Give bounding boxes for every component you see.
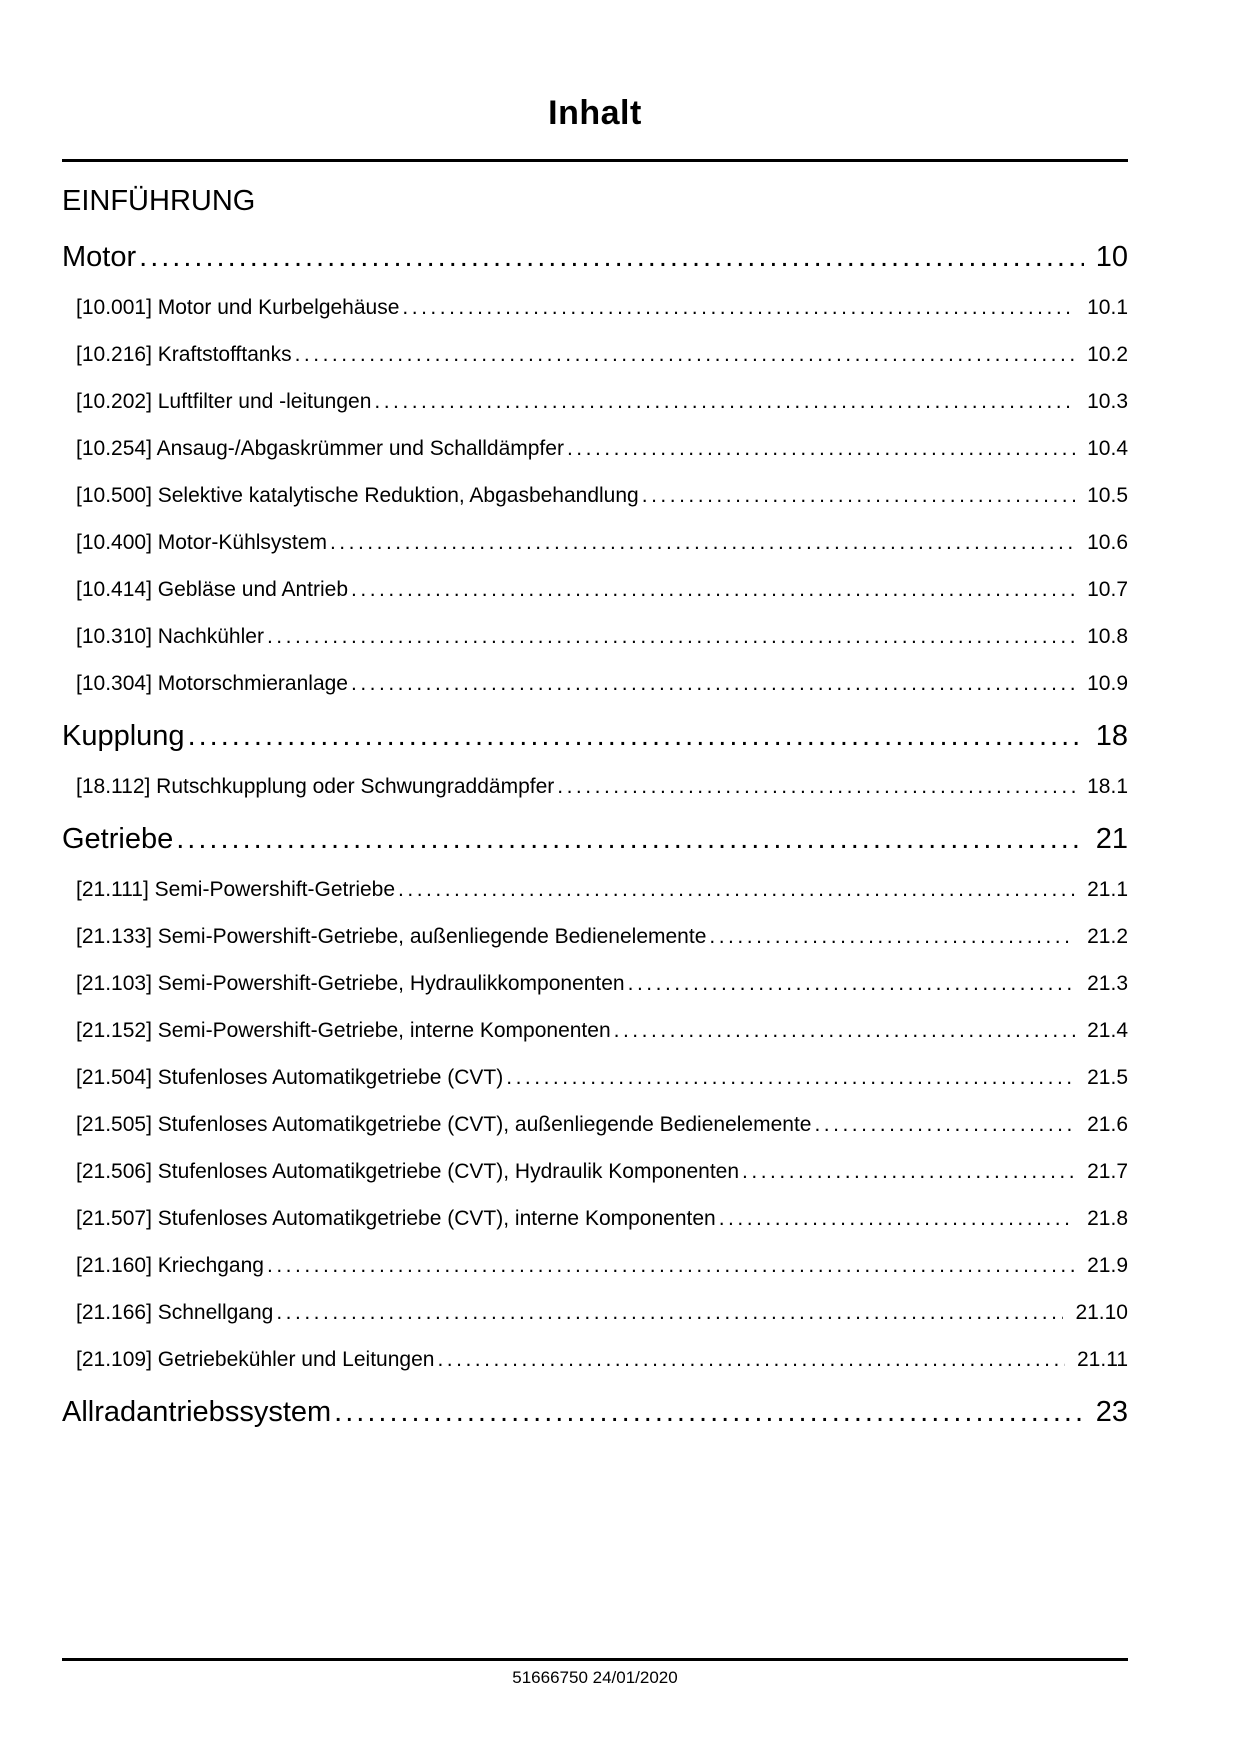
toc-entry-row [62,1018,1128,1044]
toc-entry-row [62,483,1128,509]
toc-section-row-label: Getriebe [62,822,174,855]
leader-dots [331,1395,1084,1429]
toc-entry-row-page-number: 10.1 [1087,295,1128,319]
title-divider [62,159,1128,162]
toc-section-row [62,719,1128,753]
toc-entry-row-label: [21.506] Stufenloses Automatikgetriebe (CVT), Hydraulik Komponenten [76,1159,740,1183]
toc-section-row-label: Allradantriebssystem [62,1395,332,1428]
leader-dots [706,924,1075,950]
leader-dots [264,1253,1075,1279]
toc-entry-row [62,1206,1128,1232]
toc-entry-row-label: [21.504] Stufenloses Automatikgetriebe (CVT) [76,1065,504,1089]
toc-entry-row-page-number: 10.4 [1087,436,1128,460]
toc-section-row [62,822,1128,856]
toc-section-row-label: Kupplung [62,719,185,752]
toc-entry-row [62,1159,1128,1185]
toc-entry-row-page-number: 10.9 [1087,671,1128,695]
toc-section-row [62,240,1128,274]
toc-entry-row [62,1300,1128,1326]
toc-entry-row-page-number: 21.11 [1077,1347,1128,1371]
toc-entry-row-page-number: 21.5 [1087,1065,1128,1089]
toc-entry-row [62,924,1128,950]
toc-entry-row-label: [21.152] Semi-Powershift-Getriebe, interne Komponenten [76,1018,611,1042]
toc-entry-row [62,577,1128,603]
leader-dots [395,877,1075,903]
leader-dots [264,624,1075,650]
toc-entry-row-label: [10.400] Motor-Kühlsystem [76,530,327,554]
page-footer [62,1658,1128,1688]
toc-entry-row-label: [10.254] Ansaug-/Abgaskrümmer und Schalldämpfer [76,436,564,460]
leader-dots [716,1206,1075,1232]
toc-entry-row-label: [10.414] Gebläse und Antrieb [76,577,349,601]
toc-entry-row-label: [21.103] Semi-Powershift-Getriebe, Hydraulikkomponenten [76,971,625,995]
leader-dots [399,295,1075,321]
toc-entry-row-page-number: 21.1 [1087,877,1128,901]
toc-entry-row [62,624,1128,650]
toc-entry-row [62,436,1128,462]
toc-entry-row-label: [21.166] Schnellgang [76,1300,274,1324]
leader-dots [173,822,1084,856]
toc-content [62,0,1128,1429]
toc-section-list [62,240,1128,1429]
leader-dots [292,342,1076,368]
toc-entry-row [62,1347,1128,1373]
toc-entry-row [62,295,1128,321]
toc-entry-row-page-number: 21.10 [1075,1300,1128,1324]
toc-entry-row-page-number: 21.2 [1087,924,1128,948]
leader-dots [739,1159,1075,1185]
toc-entry-row-page-number: 10.6 [1087,530,1128,554]
toc-entry-row [62,530,1128,556]
leader-dots [639,483,1075,509]
leader-dots [625,971,1076,997]
leader-dots [611,1018,1075,1044]
toc-entry-row-label: [10.001] Motor und Kurbelgehäuse [76,295,400,319]
leader-dots [185,719,1084,753]
toc-entry-row-page-number: 10.5 [1087,483,1128,507]
toc-entry-row-page-number: 21.7 [1087,1159,1128,1183]
toc-entry-row-label: [21.109] Getriebekühler und Leitungen [76,1347,435,1371]
toc-entry-row-label: [10.304] Motorschmieranlage [76,671,348,695]
toc-section-row-label: Motor [62,240,137,273]
toc-entry-row-page-number: 21.6 [1087,1112,1128,1136]
toc-entry-row-label: [10.216] Kraftstofftanks [76,342,292,366]
leader-dots [503,1065,1075,1091]
leader-dots [811,1112,1075,1138]
toc-entry-row-page-number: 21.8 [1087,1206,1128,1230]
page-title: Inhalt [548,94,642,132]
leader-dots [434,1347,1065,1373]
toc-entry-row [62,1253,1128,1279]
leader-dots [136,240,1084,274]
leader-dots [327,530,1075,556]
toc-entry-row [62,971,1128,997]
toc-entry-row-label: [21.133] Semi-Powershift-Getriebe, außenliegende Bedienelemente [76,924,707,948]
toc-entry-row-label: [10.310] Nachkühler [76,624,264,648]
toc-entry-row-page-number: 10.7 [1087,577,1128,601]
leader-dots [564,436,1075,462]
toc-entry-row-page-number: 21.3 [1087,971,1128,995]
toc-section-row-page-number: 21 [1095,822,1128,855]
toc-entry-row-label: [10.202] Luftfilter und -leitungen [76,389,372,413]
toc-entry-row-page-number: 10.3 [1087,389,1128,413]
leader-dots [348,671,1075,697]
toc-entry-row [62,1112,1128,1138]
toc-entry-row-label: [21.505] Stufenloses Automatikgetriebe (CVT), außenliegende Bedienelemente [76,1112,812,1136]
toc-entry-row-page-number: 10.8 [1087,624,1128,648]
leader-dots [273,1300,1063,1326]
leader-dots [554,774,1075,800]
intro-heading: EINFÜHRUNG [62,184,256,217]
toc-entry-row-label: [21.507] Stufenloses Automatikgetriebe (CVT), interne Komponenten [76,1206,716,1230]
toc-entry-row [62,342,1128,368]
toc-section-row [62,1395,1128,1429]
leader-dots [348,577,1075,603]
toc-entry-row [62,877,1128,903]
toc-entry-row-label: [21.111] Semi-Powershift-Getriebe [76,877,396,901]
toc-entry-row [62,1065,1128,1091]
toc-entry-row-page-number: 21.9 [1087,1253,1128,1277]
toc-entry-row-label: [18.112] Rutschkupplung oder Schwungraddämpfer [76,774,555,798]
toc-section-row-page-number: 18 [1095,719,1128,752]
toc-entry-row-page-number: 18.1 [1087,774,1128,798]
toc-entry-row-page-number: 21.4 [1087,1018,1128,1042]
footer-text: 51666750 24/01/2020 [512,1668,678,1687]
toc-section-row-page-number: 23 [1095,1395,1128,1428]
toc-entry-row-label: [21.160] Kriechgang [76,1253,264,1277]
toc-entry-row-page-number: 10.2 [1087,342,1128,366]
toc-entry-row [62,389,1128,415]
toc-entry-row [62,671,1128,697]
toc-entry-row-label: [10.500] Selektive katalytische Reduktion, Abgasbehandlung [76,483,639,507]
toc-entry-row [62,774,1128,800]
leader-dots [371,389,1075,415]
toc-section-row-page-number: 10 [1095,240,1128,273]
